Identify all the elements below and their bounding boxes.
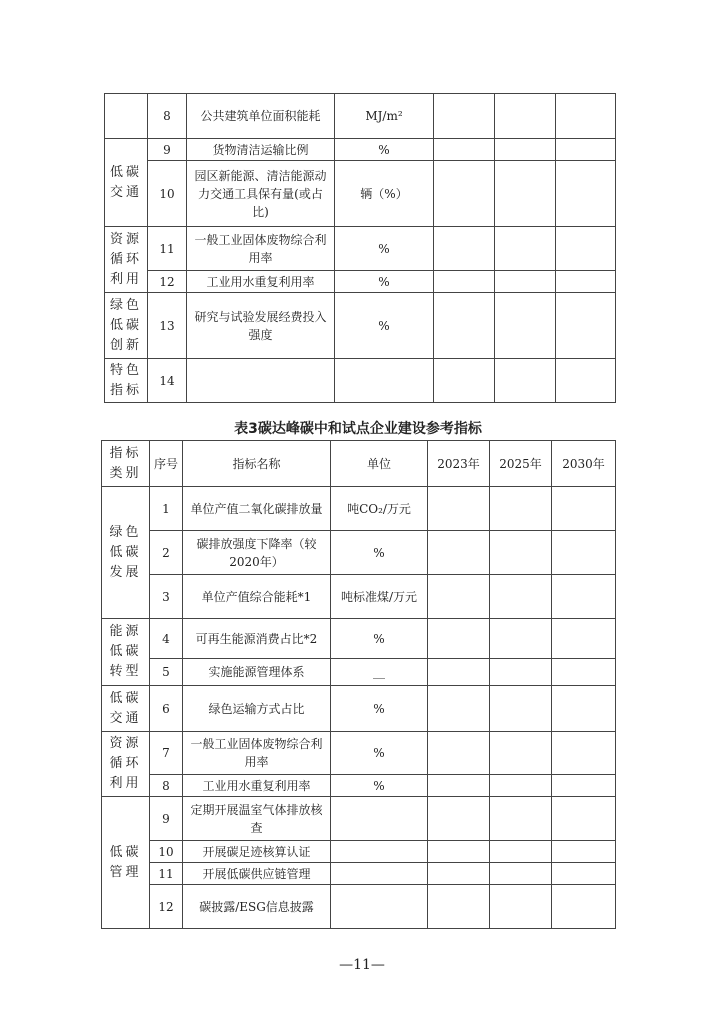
indicator-name: 研究与试验发展经费投入强度	[187, 293, 335, 359]
row-number: 2	[150, 531, 183, 575]
value-cell	[552, 575, 616, 619]
unit-cell	[331, 885, 428, 929]
table-row	[105, 161, 616, 227]
table-row	[102, 686, 616, 732]
value-cell	[434, 227, 495, 271]
header-year-2030: 2030年	[552, 441, 616, 487]
unit-cell	[335, 359, 434, 403]
value-cell	[490, 619, 552, 659]
page-number: —11—	[339, 957, 385, 973]
value-cell	[556, 293, 616, 359]
row-number: 5	[150, 659, 183, 686]
table-row	[102, 531, 616, 575]
table-row	[105, 227, 616, 271]
value-cell	[495, 227, 556, 271]
value-cell	[428, 841, 490, 863]
value-cell	[495, 359, 556, 403]
indicator-name: 定期开展温室气体排放核查	[183, 797, 331, 841]
unit-cell: 辆（%）	[335, 161, 434, 227]
table-row	[105, 139, 616, 161]
value-cell	[552, 841, 616, 863]
value-cell	[434, 139, 495, 161]
value-cell	[490, 841, 552, 863]
value-cell	[552, 885, 616, 929]
row-number: 7	[150, 732, 183, 775]
row-number: 9	[150, 797, 183, 841]
row-number: 8	[150, 775, 183, 797]
indicator-name: 一般工业固体废物综合利用率	[187, 227, 335, 271]
table-continued	[104, 93, 616, 403]
category-cell: 绿色低碳发展	[102, 487, 150, 619]
row-number: 8	[148, 94, 187, 139]
indicator-name: 一般工业固体废物综合利用率	[183, 732, 331, 775]
value-cell	[428, 487, 490, 531]
value-cell	[495, 139, 556, 161]
row-number: 10	[148, 161, 187, 227]
indicator-name: 公共建筑单位面积能耗	[187, 94, 335, 139]
value-cell	[490, 575, 552, 619]
value-cell	[556, 227, 616, 271]
row-number: 13	[148, 293, 187, 359]
unit-cell: %	[335, 139, 434, 161]
table-row	[102, 659, 616, 686]
unit-cell: 吨标准煤/万元	[331, 575, 428, 619]
value-cell	[552, 732, 616, 775]
value-cell	[428, 863, 490, 885]
category-cell	[105, 94, 148, 139]
value-cell	[428, 686, 490, 732]
indicator-name: 单位产值二氧化碳排放量	[183, 487, 331, 531]
row-number: 12	[148, 271, 187, 293]
value-cell	[434, 271, 495, 293]
value-cell	[428, 775, 490, 797]
unit-cell: %	[331, 619, 428, 659]
value-cell	[428, 619, 490, 659]
value-cell	[428, 531, 490, 575]
table-caption: 表3碳达峰碳中和试点企业建设参考指标	[234, 421, 482, 437]
value-cell	[428, 732, 490, 775]
indicator-name	[187, 359, 335, 403]
value-cell	[552, 797, 616, 841]
value-cell	[556, 271, 616, 293]
header-number: 序号	[150, 441, 183, 487]
value-cell	[490, 797, 552, 841]
value-cell	[490, 531, 552, 575]
value-cell	[556, 94, 616, 139]
table-row	[102, 487, 616, 531]
value-cell	[552, 775, 616, 797]
row-number: 1	[150, 487, 183, 531]
row-number: 12	[150, 885, 183, 929]
table-row	[102, 797, 616, 841]
table-row	[105, 271, 616, 293]
header-name: 指标名称	[183, 441, 331, 487]
value-cell	[552, 619, 616, 659]
value-cell	[552, 531, 616, 575]
value-cell	[434, 293, 495, 359]
unit-cell: %	[331, 686, 428, 732]
table-3	[101, 440, 616, 929]
category-cell: 资源循环利用	[102, 732, 150, 797]
row-number: 6	[150, 686, 183, 732]
row-number: 3	[150, 575, 183, 619]
value-cell	[556, 139, 616, 161]
unit-cell: %	[335, 227, 434, 271]
indicator-name: 园区新能源、清洁能源动力交通工具保有量(或占比)	[187, 161, 335, 227]
unit-cell	[331, 797, 428, 841]
value-cell	[552, 487, 616, 531]
row-number: 14	[148, 359, 187, 403]
value-cell	[428, 797, 490, 841]
indicator-name: 开展碳足迹核算认证	[183, 841, 331, 863]
header-year-2025: 2025年	[490, 441, 552, 487]
table-row	[105, 359, 616, 403]
header-category: 指标类别	[102, 441, 150, 487]
value-cell	[495, 94, 556, 139]
indicator-name: 碳披露/ESG信息披露	[183, 885, 331, 929]
row-number: 11	[150, 863, 183, 885]
header-year-2023: 2023年	[428, 441, 490, 487]
table-row	[102, 732, 616, 775]
table-row	[102, 863, 616, 885]
value-cell	[490, 732, 552, 775]
value-cell	[552, 686, 616, 732]
unit-cell	[331, 863, 428, 885]
category-cell: 低碳交通	[102, 686, 150, 732]
table-row	[102, 619, 616, 659]
value-cell	[556, 161, 616, 227]
value-cell	[434, 161, 495, 227]
value-cell	[490, 487, 552, 531]
value-cell	[552, 659, 616, 686]
unit-cell	[331, 841, 428, 863]
table-row	[102, 885, 616, 929]
table-row	[102, 841, 616, 863]
value-cell	[490, 775, 552, 797]
value-cell	[434, 359, 495, 403]
value-cell	[490, 686, 552, 732]
header-unit: 单位	[331, 441, 428, 487]
unit-cell: %	[335, 293, 434, 359]
row-number: 4	[150, 619, 183, 659]
row-number: 10	[150, 841, 183, 863]
unit-cell: %	[331, 531, 428, 575]
unit-cell: 吨CO₂/万元	[331, 487, 428, 531]
indicator-name: 工业用水重复利用率	[187, 271, 335, 293]
category-cell: 资源循环利用	[105, 227, 148, 293]
unit-cell: %	[335, 271, 434, 293]
row-number: 9	[148, 139, 187, 161]
value-cell	[490, 863, 552, 885]
value-cell	[434, 94, 495, 139]
category-cell: 低碳管理	[102, 797, 150, 929]
indicator-name: 单位产值综合能耗*1	[183, 575, 331, 619]
value-cell	[556, 359, 616, 403]
indicator-name: 工业用水重复利用率	[183, 775, 331, 797]
unit-cell: __	[331, 659, 428, 686]
category-cell: 能源低碳转型	[102, 619, 150, 686]
indicator-name: 碳排放强度下降率（较2020年）	[183, 531, 331, 575]
category-cell: 绿色低碳创新	[105, 293, 148, 359]
value-cell	[495, 161, 556, 227]
unit-cell: %	[331, 732, 428, 775]
value-cell	[495, 271, 556, 293]
value-cell	[428, 575, 490, 619]
indicator-name: 开展低碳供应链管理	[183, 863, 331, 885]
value-cell	[490, 885, 552, 929]
value-cell	[552, 863, 616, 885]
indicator-name: 实施能源管理体系	[183, 659, 331, 686]
unit-cell: MJ/m²	[335, 94, 434, 139]
table-row	[105, 94, 616, 139]
indicator-name: 绿色运输方式占比	[183, 686, 331, 732]
category-cell: 低碳交通	[105, 139, 148, 227]
value-cell	[428, 885, 490, 929]
value-cell	[490, 659, 552, 686]
indicator-name: 货物清洁运输比例	[187, 139, 335, 161]
unit-cell: %	[331, 775, 428, 797]
value-cell	[428, 659, 490, 686]
indicator-name: 可再生能源消费占比*2	[183, 619, 331, 659]
table-row	[105, 293, 616, 359]
table-row	[102, 775, 616, 797]
category-cell: 特色指标	[105, 359, 148, 403]
table-header-row	[102, 441, 616, 487]
value-cell	[495, 293, 556, 359]
table-row	[102, 575, 616, 619]
row-number: 11	[148, 227, 187, 271]
